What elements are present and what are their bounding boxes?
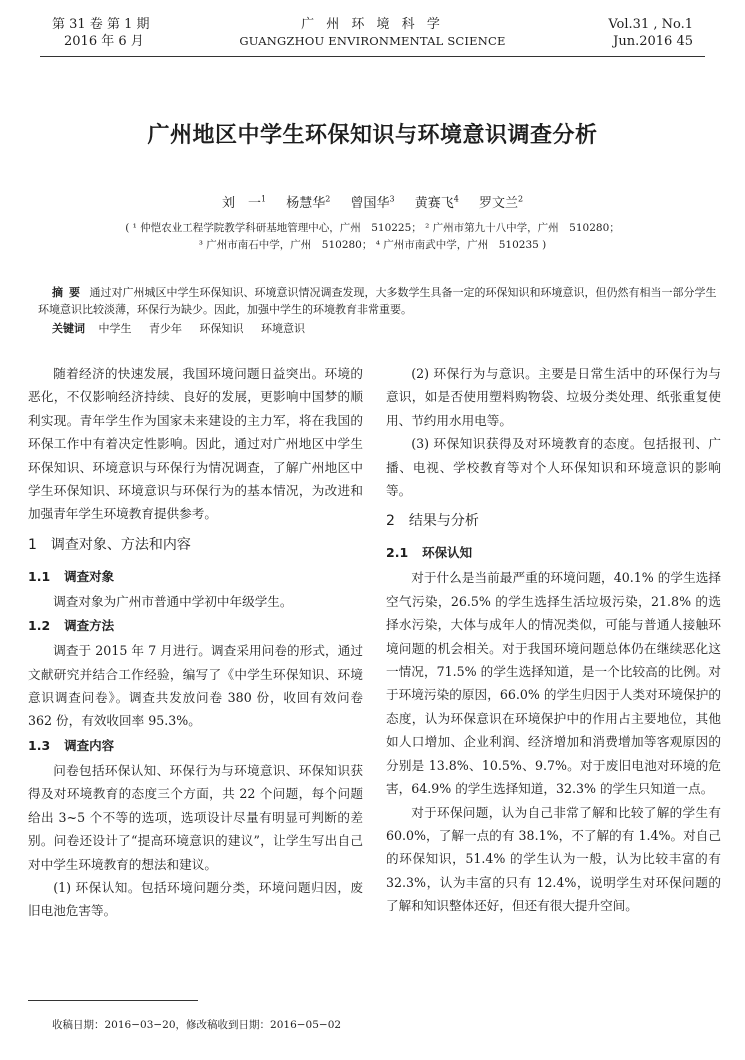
section-heading-2: 2 结果与分析 <box>386 513 479 530</box>
keyword: 环保知识 <box>199 322 244 335</box>
paragraph: 调查于 2015 年 7 月进行。调查采用问卷的形式，通过文献研究并结合工作经验，编写了《中学生环保知识、环境意识调查问卷》。调查共发放问卷 380 份，收回有效问卷 362 份，有效收回率 95.3%。 <box>28 643 363 729</box>
section-heading-1: 1 调查对象、方法和内容 <box>28 536 191 553</box>
affiliation-line: ( ¹ 仲恺农业工程学院教学科研基地管理中心，广州 510225； ² 广州市第九十八中学，广州 510280； <box>125 222 620 234</box>
subsection-heading-1-1: 1.1 调查对象 <box>28 568 115 584</box>
subsection-heading-1-2: 1.2 调查方法 <box>28 618 115 634</box>
author: 罗文兰$^2$ <box>478 194 524 211</box>
paragraph: 对于什么是当前最严重的环境问题，40.1% 的学生选择空气污染，26.5% 的学生选择生活垃圾污染，21.8% 的选择水污染，大体与成年人的情况类似，可能与普通人接触环境问题的机会相关。对于我国环境问题总体仍在继续恶化这一情况，71.5% 的学生选择知道，是一个比较高的比例。对于环境污染的原因，66.0% 的学生归因于人类对环境保护的态度，认为环保意识在环境保护中的作用占主要地位，其他如人口增加、企业利润、经济增加和消费增加等客观原因的分别是 13.8%、10.5%、9.7%。对于废旧电池对环境的危害，64.9% 的学生选择知道，32.3% 的学生只知道一点。 <box>386 570 721 797</box>
abstract-text: 通过对广州城区中学生环保知识、环境意识情况调查发现，大多数学生具备一定的环保知识和环境意识，但仍然有相当一部分学生环境意识比较淡薄，环保行为缺少。因此，加强中学生的环境教育非常重要。 <box>38 286 717 316</box>
abstract <box>38 284 723 318</box>
journal-name-en: GUANGZHOU ENVIRONMENTAL SCIENCE <box>239 34 506 48</box>
keyword: 中学生 <box>98 322 132 335</box>
footnote-rule <box>28 1000 198 1001</box>
subsection-heading-1-3: 1.3 调查内容 <box>28 737 115 753</box>
author-list <box>0 192 745 211</box>
right-column <box>386 362 721 918</box>
paragraph: 调查对象为广州市普通中学初中年级学生。 <box>53 593 293 609</box>
paragraph: (3) 环保知识获得及对环境教育的态度。包括报刊、广播、电视、学校教育等对个人环保知识和环境意识的影响等。 <box>386 436 721 499</box>
paragraph: (1) 环保认知。包括环境问题分类，环境问题归因，废旧电池危害等。 <box>28 879 363 919</box>
intro-paragraph: 随着经济的快速发展，我国环境问题日益突出。环境的恶化，不仅影响经济持续、良好的发展，更影响中国梦的顺利实现。青年学生作为国家未来建设的主力军，将在我国的环保工作中有着决定性影响。因此，通过对广州地区中学生环保知识、环境意识与环保行为情况调查，了解广州地区中学生环保知识、环境意识与环保行为的基本情况，为改进和加强青年学生环境教育提供参考。 <box>28 366 363 522</box>
paragraph: 问卷包括环保认知、环保行为与环境意识、环保知识获得及对环境教育的态度三个方面，共 22 个问题，每个问题给出 3~5 个不等的选项，选项设计尽量有明显可判断的差别。问卷还设计了“提高环境意识的建议”，让学生写出自己对中学生环境教育的想法和建议。 <box>28 762 363 872</box>
issue-date: 2016 年 6 月 <box>64 34 144 49</box>
header-rule <box>40 56 705 57</box>
author: 杨慧华$^2$ <box>286 194 331 211</box>
keyword: 环境意识 <box>261 322 305 335</box>
subsection-heading-2-1: 2.1 环保认知 <box>386 545 473 561</box>
journal-volume-en <box>608 16 693 50</box>
journal-name-cn: 广 州 环 境 科 学 <box>301 17 444 32</box>
author: 刘 一$^1$ <box>221 194 267 211</box>
date-page: Jun.2016 45 <box>613 34 693 49</box>
keyword: 青少年 <box>149 322 182 335</box>
paper-title: 广州地区中学生环保知识与环境意识调查分析 <box>147 123 598 148</box>
author: 黄赛飞$^4$ <box>414 194 459 211</box>
keywords <box>52 320 319 336</box>
volume-en: Vol.31 , No.1 <box>608 17 693 32</box>
received-date-footnote: 收稿日期：2016−03−20，修改稿收到日期：2016−05−02 <box>52 1019 342 1031</box>
paragraph: 对于环保问题，认为自己非常了解和比较了解的学生有 60.0%，了解一点的有 38.1%，不了解的有 1.4%。对自己的环保知识，51.4% 的学生认为一般，认为比较丰富的有 32.3%，认为丰富的只有 12.4%，说明学生对环保问题的了解和知识整体还好，但还有很大提升空间。 <box>386 804 721 914</box>
keywords-label: 关键词 <box>52 322 85 335</box>
abstract-label: 摘要 <box>52 286 86 299</box>
author: 曾国华$^3$ <box>350 194 395 211</box>
left-column <box>28 362 363 923</box>
volume-issue: 第 31 卷 第 1 期 <box>52 17 150 32</box>
affiliation-line: ³ 广州市南石中学，广州 510280； ⁴ 广州市南武中学，广州 510235 ) <box>198 239 547 251</box>
paragraph: (2) 环保行为与意识。主要是日常生活中的环保行为与意识，如是否使用塑料购物袋、垃圾分类处理、纸张重复使用、节约用水用电等。 <box>386 366 721 428</box>
